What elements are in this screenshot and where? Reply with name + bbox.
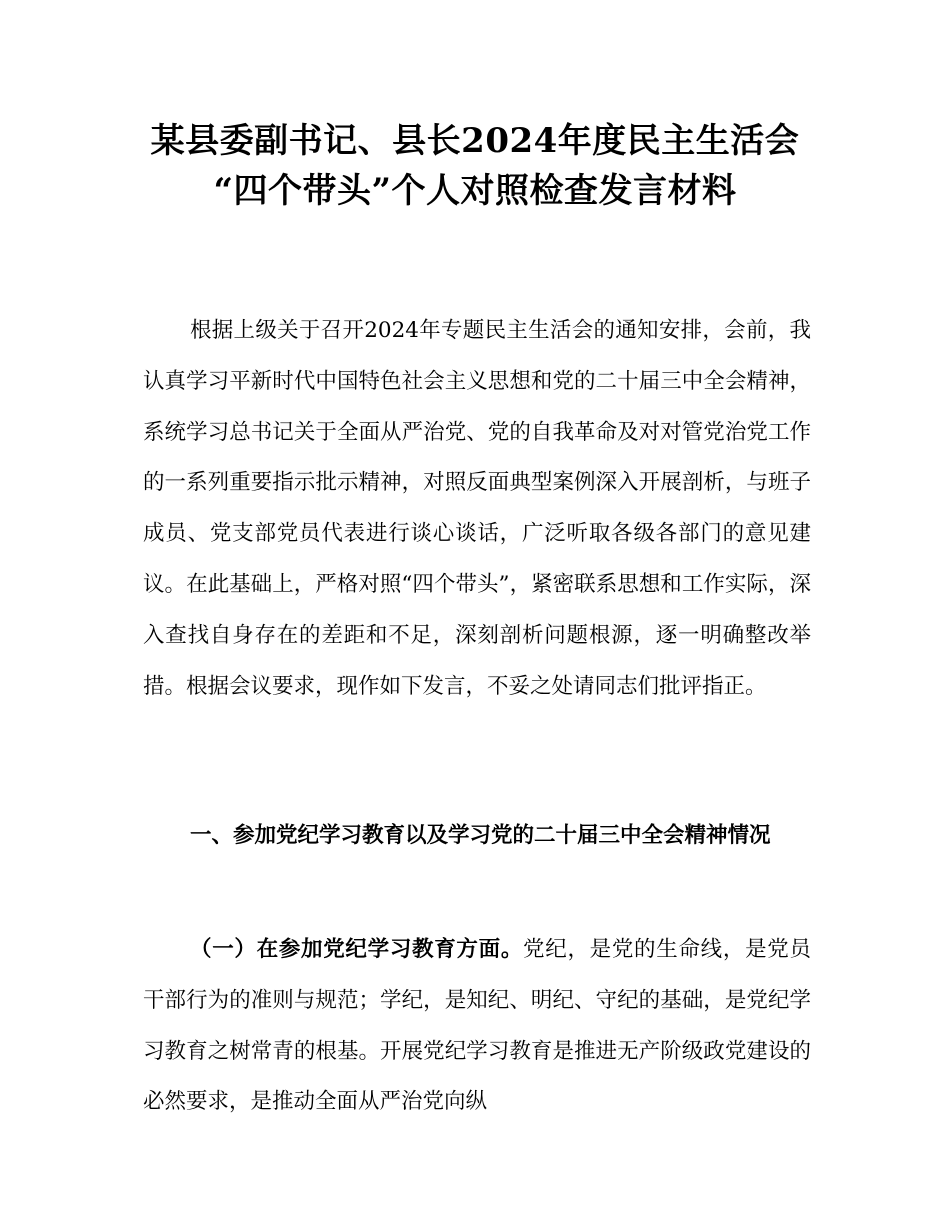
intro-paragraph: 根据上级关于召开2024年专题民主生活会的通知安排，会前，我认真学习平新时代中国特色社会主义思想和党的二十届三中全会精神，系统学习总书记关于全面从严治党、党的自我革命及对对管党治党工作的一系列重要指示批示精神，对照反面典型案例深入开展剖析，与班子成员、党支部党员代表进行谈心谈话，广泛听取各级各部门的意见建议。在此基础上，严格对照“四个带头”，紧密联系思想和工作实际，深入查找自身存在的差距和不足，深刻剖析问题根源，逐一明确整改举措。根据会议要求，现作如下发言，不妥之处请同志们批评指正。 [143,318,811,699]
section-heading-1: 一、参加党纪学习教育以及学习党的二十届三中全会精神情况 [190,823,771,848]
subsection-text-1: 党纪，是党的生命线，是党员干部行为的准则与规范；学纪，是知纪、明纪、守纪的基础，是党纪学习教育之树常青的根基。开展党纪学习教育是推进无产阶级政党建设的必然要求，是推动全面从严治党向纵 [143,937,811,1115]
document-title-line-1: 某县委副书记、县长2024年度民主生活会 [150,121,800,161]
subsection-lead-1: （一）在参加党纪学习教育方面。 [190,937,524,962]
subsection-paragraph-1 [143,925,811,1128]
document-title-line-2: “四个带头”个人对照检查发言材料 [213,171,737,211]
